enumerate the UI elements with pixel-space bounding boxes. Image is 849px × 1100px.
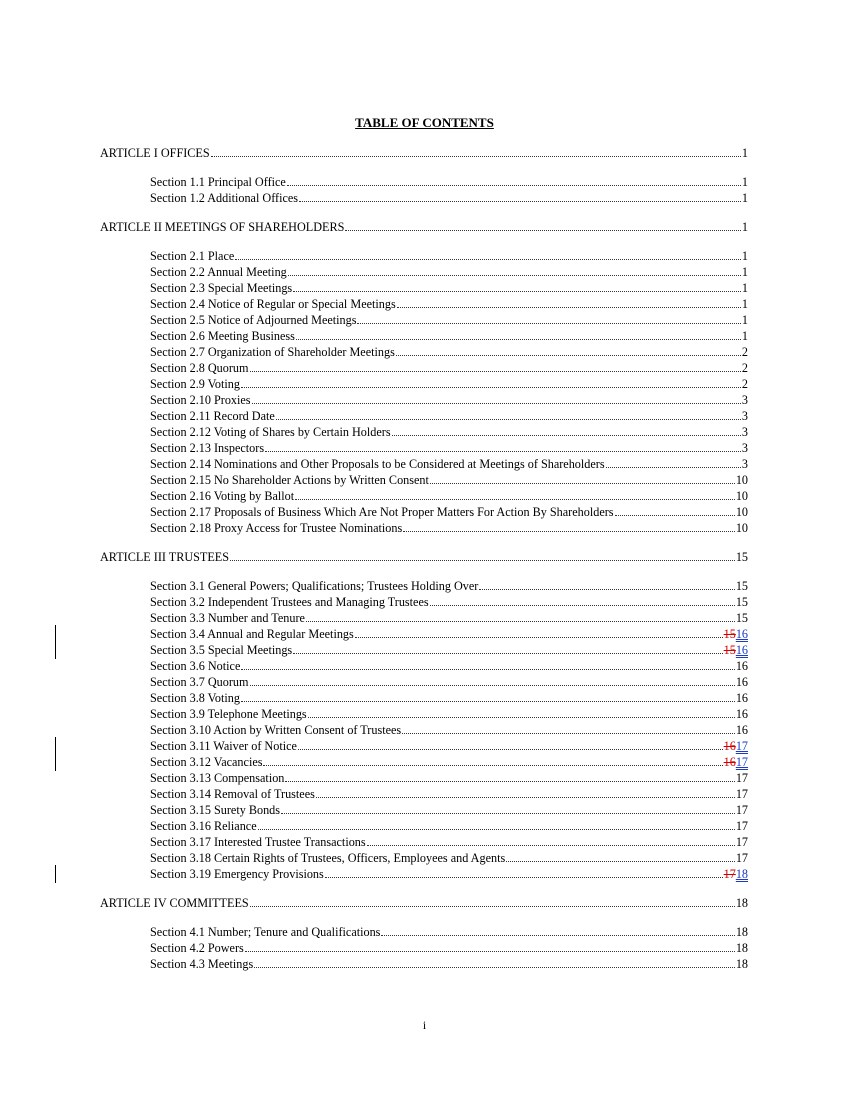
toc-entry-page: 3	[741, 409, 748, 423]
revision-change-bar	[55, 737, 56, 771]
toc-entry-page: 18	[735, 941, 748, 955]
toc-article-entry[interactable]	[100, 895, 748, 911]
toc-entry-page	[724, 642, 748, 658]
toc-section-entry[interactable]	[150, 786, 748, 802]
toc-entry-page	[724, 754, 748, 770]
toc-entry-label: Section 3.2 Independent Trustees and Managing Trustees	[150, 595, 429, 609]
toc-section-entry[interactable]	[150, 328, 748, 344]
toc-entry-label: Section 2.1 Place	[150, 249, 235, 263]
dot-leader	[355, 637, 723, 638]
toc-entry-label: Section 3.16 Reliance	[150, 819, 257, 833]
toc-entry-page: 1	[741, 220, 748, 234]
toc-section-entry[interactable]	[150, 610, 748, 626]
toc-section-entry[interactable]	[150, 488, 748, 504]
toc-section-entry[interactable]	[150, 690, 748, 706]
toc-entry-page: 1	[741, 191, 748, 205]
toc-entry-page: 1	[741, 265, 748, 279]
toc-entry-label: Section 3.15 Surety Bonds	[150, 803, 280, 817]
toc-entry-label: Section 4.2 Powers	[150, 941, 244, 955]
toc-entry-label: Section 3.18 Certain Rights of Trustees, Officers, Employees and Agents	[150, 851, 506, 865]
toc-section-entry[interactable]	[150, 706, 748, 722]
toc-entry-page: 3	[741, 457, 748, 471]
dot-leader	[250, 685, 735, 686]
toc-entry-page: 16	[735, 659, 748, 673]
toc-entry-page: 17	[735, 835, 748, 849]
revision-change-bar	[55, 625, 56, 659]
toc-entry-label: Section 2.3 Special Meetings	[150, 281, 293, 295]
dot-leader	[241, 701, 735, 702]
toc-entry-label: Section 3.19 Emergency Provisions	[150, 867, 324, 881]
dot-leader	[254, 967, 735, 968]
toc-section-entry[interactable]	[150, 456, 748, 472]
toc-section-entry[interactable]	[150, 264, 748, 280]
page-number-footer: i	[422, 1018, 427, 1032]
dot-leader	[402, 733, 735, 734]
toc-section-entry[interactable]	[150, 642, 748, 658]
toc-section-entry[interactable]	[150, 360, 748, 376]
toc-entry-label: Section 2.7 Organization of Shareholder Meetings	[150, 345, 395, 359]
toc-entry-page: 18	[735, 925, 748, 939]
toc-article-entry[interactable]	[100, 549, 748, 565]
toc-section-entry[interactable]	[150, 296, 748, 312]
toc-section-entry[interactable]	[150, 408, 748, 424]
toc-entry-label: Section 2.5 Notice of Adjourned Meetings	[150, 313, 357, 327]
toc-section-entry[interactable]	[150, 174, 748, 190]
toc-section-entry[interactable]	[150, 770, 748, 786]
toc-section-entry[interactable]	[150, 722, 748, 738]
dot-leader	[396, 355, 741, 356]
toc-entry-label: Section 2.9 Voting	[150, 377, 240, 391]
toc-section-entry[interactable]	[150, 754, 748, 770]
toc-entry-label: Section 3.4 Annual and Regular Meetings	[150, 627, 354, 641]
dot-leader	[258, 829, 735, 830]
inserted-page-number: 17	[735, 739, 748, 753]
toc-entry-page	[724, 626, 748, 642]
dot-leader	[306, 621, 735, 622]
toc-entry-label: Section 3.6 Notice	[150, 659, 241, 673]
toc-section-entry[interactable]	[150, 626, 748, 642]
toc-section-entry[interactable]	[150, 440, 748, 456]
toc-entry-label: Section 3.9 Telephone Meetings	[150, 707, 307, 721]
toc-entry-page: 3	[741, 425, 748, 439]
toc-article-entry[interactable]	[100, 145, 748, 161]
toc-entry-page: 10	[735, 489, 748, 503]
toc-entry-label: Section 2.8 Quorum	[150, 361, 249, 375]
dot-leader	[298, 749, 723, 750]
toc-entry-label: Section 1.1 Principal Office	[150, 175, 286, 189]
toc-entry-page	[724, 738, 748, 754]
toc-entry-label: Section 3.3 Number and Tenure	[150, 611, 305, 625]
toc-entry-page: 3	[741, 441, 748, 455]
toc-section-entry[interactable]	[150, 190, 748, 206]
toc-entry-page: 10	[735, 521, 748, 535]
deleted-page-number: 16	[723, 739, 736, 753]
toc-section-entry[interactable]	[150, 424, 748, 440]
dot-leader	[606, 467, 741, 468]
toc-entry-label: Section 3.1 General Powers; Qualifications; Trustees Holding Over	[150, 579, 479, 593]
toc-entry-page: 16	[735, 691, 748, 705]
toc-entry-page: 15	[735, 579, 748, 593]
toc-entry-page: 17	[735, 819, 748, 833]
toc-section-entry[interactable]	[150, 850, 748, 866]
dot-leader	[241, 387, 741, 388]
toc-section-entry[interactable]	[150, 392, 748, 408]
toc-entry-label: Section 1.2 Additional Offices	[150, 191, 299, 205]
dot-leader	[367, 845, 735, 846]
toc-entry-label: Section 2.16 Voting by Ballot	[150, 489, 295, 503]
toc-entry-page: 1	[741, 146, 748, 160]
toc-section-entry[interactable]	[150, 376, 748, 392]
toc-entry-label: Section 3.13 Compensation	[150, 771, 285, 785]
toc-entry-label: Section 2.11 Record Date	[150, 409, 275, 423]
toc-entry-label: Section 3.12 Vacancies	[150, 755, 263, 769]
dot-leader	[308, 717, 735, 718]
toc-entry-label: Section 3.8 Voting	[150, 691, 240, 705]
toc-entry-label: Section 2.4 Notice of Regular or Special Meetings	[150, 297, 396, 311]
dot-leader	[276, 419, 741, 420]
toc-entry-page: 1	[741, 281, 748, 295]
dot-leader	[265, 451, 741, 452]
toc-entry-page	[724, 866, 748, 882]
toc-section-entry[interactable]	[150, 738, 748, 754]
toc-article-entry[interactable]	[100, 219, 748, 235]
toc-section-entry[interactable]	[150, 940, 748, 956]
toc-entry-label: ARTICLE IV COMMITTEES	[100, 896, 249, 910]
dot-leader	[295, 499, 735, 500]
toc-entry-page: 1	[741, 249, 748, 263]
toc-entry-label: Section 2.6 Meeting Business	[150, 329, 295, 343]
dot-leader	[293, 653, 722, 654]
dot-leader	[245, 951, 735, 952]
toc-entry-label: Section 2.18 Proxy Access for Trustee Nominations	[150, 521, 403, 535]
toc-entry-page: 17	[735, 851, 748, 865]
deleted-page-number: 15	[723, 627, 736, 641]
inserted-page-number: 18	[735, 867, 748, 881]
dot-leader	[381, 935, 734, 936]
revision-change-bar	[55, 865, 56, 883]
toc-section-entry[interactable]	[150, 594, 748, 610]
toc-section-entry[interactable]	[150, 578, 748, 594]
toc-entry-page: 17	[735, 803, 748, 817]
toc-entry-label: Section 2.13 Inspectors	[150, 441, 265, 455]
toc-entry-label: Section 2.12 Voting of Shares by Certain Holders	[150, 425, 391, 439]
toc-entry-page: 2	[741, 345, 748, 359]
dot-leader	[285, 781, 734, 782]
toc-section-entry[interactable]	[150, 834, 748, 850]
toc-title: TABLE OF CONTENTS	[355, 115, 494, 130]
toc-section-entry[interactable]	[150, 802, 748, 818]
toc-section-entry[interactable]	[150, 504, 748, 520]
toc-entry-label: ARTICLE II MEETINGS OF SHAREHOLDERS	[100, 220, 345, 234]
dot-leader	[397, 307, 741, 308]
toc-entry-page: 1	[741, 329, 748, 343]
toc-entry-label: Section 2.15 No Shareholder Actions by Written Consent	[150, 473, 429, 487]
toc-section-entry[interactable]	[150, 344, 748, 360]
toc-entry-page: 3	[741, 393, 748, 407]
toc-entry-label: ARTICLE I OFFICES	[100, 146, 210, 160]
inserted-page-number: 16	[735, 643, 748, 657]
toc-section-entry[interactable]	[150, 674, 748, 690]
toc-section-entry[interactable]	[150, 248, 748, 264]
inserted-page-number: 16	[735, 627, 748, 641]
dot-leader	[287, 185, 741, 186]
dot-leader	[296, 339, 741, 340]
dot-leader	[281, 813, 735, 814]
toc-entry-label: Section 2.17 Proposals of Business Which Are Not Proper Matters For Action By Shareholders	[150, 505, 614, 519]
dot-leader	[430, 483, 735, 484]
toc-entry-label: Section 2.2 Annual Meeting	[150, 265, 287, 279]
toc-entry-label: Section 3.10 Action by Written Consent of Trustees	[150, 723, 402, 737]
toc-entry-label: Section 4.1 Number; Tenure and Qualifications	[150, 925, 381, 939]
toc-entry-page: 18	[735, 957, 748, 971]
toc-entry-label: Section 3.17 Interested Trustee Transactions	[150, 835, 366, 849]
toc-section-entry[interactable]	[150, 472, 748, 488]
dot-leader	[325, 877, 723, 878]
toc-entry-page: 10	[735, 473, 748, 487]
toc-entry-page: 1	[741, 175, 748, 189]
deleted-page-number: 16	[723, 755, 736, 769]
toc-entry-page: 16	[735, 723, 748, 737]
toc-section-entry[interactable]	[150, 924, 748, 940]
toc-entry-page: 2	[741, 361, 748, 375]
dot-leader	[293, 291, 741, 292]
dot-leader	[250, 371, 741, 372]
toc-entry-page: 18	[735, 896, 748, 910]
dot-leader	[288, 275, 741, 276]
dot-leader	[235, 259, 741, 260]
dot-leader	[230, 560, 735, 561]
toc-entry-label: Section 2.10 Proxies	[150, 393, 251, 407]
dot-leader	[211, 156, 741, 157]
toc-section-entry[interactable]	[150, 866, 748, 882]
deleted-page-number: 17	[723, 867, 736, 881]
dot-leader	[403, 531, 735, 532]
toc-section-entry[interactable]	[150, 658, 748, 674]
dot-leader	[506, 861, 735, 862]
toc-entry-page: 1	[741, 313, 748, 327]
toc-section-entry[interactable]	[150, 520, 748, 536]
dot-leader	[615, 515, 735, 516]
toc-entry-page: 16	[735, 707, 748, 721]
toc-entry-page: 15	[735, 550, 748, 564]
deleted-page-number: 15	[723, 643, 736, 657]
toc-entry-page: 15	[735, 595, 748, 609]
dot-leader	[299, 201, 741, 202]
toc-entry-label: Section 3.7 Quorum	[150, 675, 249, 689]
toc-entry-label: Section 3.14 Removal of Trustees	[150, 787, 315, 801]
toc-entry-page: 15	[735, 611, 748, 625]
dot-leader	[316, 797, 735, 798]
dot-leader	[263, 765, 722, 766]
dot-leader	[252, 403, 741, 404]
dot-leader	[250, 906, 735, 907]
toc-section-entry[interactable]	[150, 956, 748, 972]
toc-entry-page: 17	[735, 787, 748, 801]
toc-entry-label: Section 3.5 Special Meetings	[150, 643, 293, 657]
dot-leader	[241, 669, 734, 670]
toc-entry-page: 10	[735, 505, 748, 519]
toc-entry-label: Section 4.3 Meetings	[150, 957, 254, 971]
toc-entry-page: 2	[741, 377, 748, 391]
dot-leader	[430, 605, 735, 606]
inserted-page-number: 17	[735, 755, 748, 769]
toc-section-entry[interactable]	[150, 280, 748, 296]
dot-leader	[345, 230, 741, 231]
toc-entry-page: 1	[741, 297, 748, 311]
toc-section-entry[interactable]	[150, 312, 748, 328]
toc-entry-page: 16	[735, 675, 748, 689]
toc-entry-label: Section 3.11 Waiver of Notice	[150, 739, 297, 753]
dot-leader	[479, 589, 734, 590]
toc-entry-page: 17	[735, 771, 748, 785]
dot-leader	[392, 435, 741, 436]
toc-entry-label: Section 2.14 Nominations and Other Proposals to be Considered at Meetings of Shareholders	[150, 457, 605, 471]
toc-entry-label: ARTICLE III TRUSTEES	[100, 550, 230, 564]
toc-section-entry[interactable]	[150, 818, 748, 834]
dot-leader	[357, 323, 740, 324]
